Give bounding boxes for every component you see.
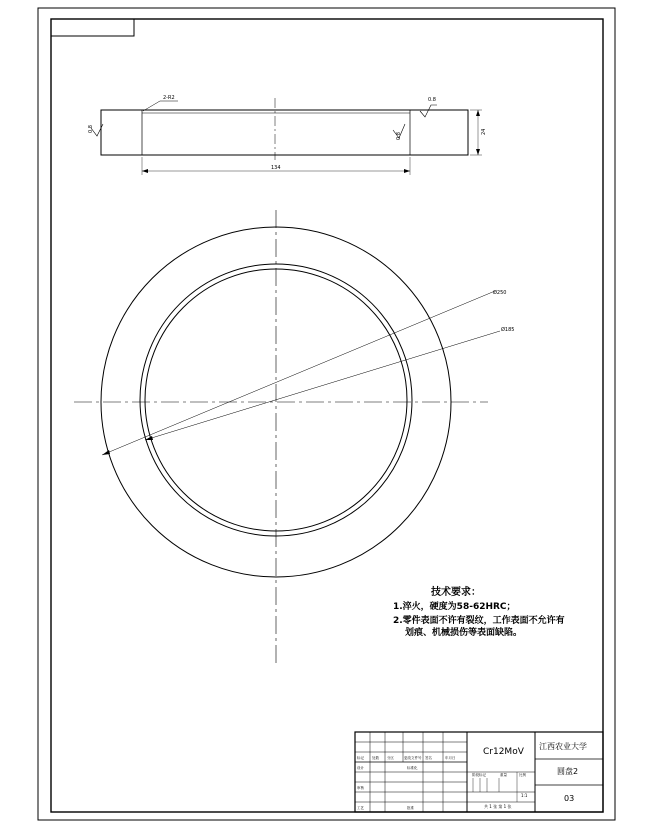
outer-dia-leader (102, 291, 495, 455)
process-label: 工艺 (357, 806, 364, 810)
thickness-label: 24 (481, 128, 487, 135)
drawing-name: 圆盘2 (557, 767, 579, 776)
roughness-left-label: 0.8 (88, 125, 94, 133)
drawing-number: 03 (564, 794, 575, 803)
row-label-count: 处数 (372, 756, 379, 760)
outer-diameter-label: Ø250 (493, 290, 507, 296)
tech-req-line-1: 1.淬火，硬度为58-62HRC； (393, 602, 516, 612)
approve-label: 批准 (407, 806, 414, 810)
ratio-label: 比例 (519, 773, 526, 777)
roughness-top-label: 0.8 (428, 97, 436, 103)
side-view (91, 98, 482, 175)
row-label-date: 年月日 (445, 756, 456, 760)
row-label-change-file: 更改文件号 (404, 756, 422, 760)
inner-dia-leader (145, 331, 500, 440)
scale-text: 1:1 (521, 793, 528, 798)
material-text: Cr12MoV (483, 747, 524, 757)
row-label-signature: 签名 (425, 756, 432, 760)
tech-req-title: 技术要求： (431, 587, 481, 598)
standardize-label: 标准化 (407, 766, 418, 770)
row-label-mark: 标记 (357, 756, 364, 760)
row-label-zone: 分区 (387, 756, 394, 760)
chamfer-label: 2-R2 (163, 95, 175, 101)
weight-label: 重量 (500, 773, 507, 777)
sheet-info: 共 1 张 第 1 张 (484, 804, 512, 809)
design-label: 设计 (357, 766, 364, 770)
tech-req-line-2: 2.零件表面不许有裂纹，工作表面不允许有 (393, 616, 565, 626)
corner-label-box (51, 19, 134, 36)
stage-mark-label: 阶段标记 (472, 773, 486, 777)
tech-req-line-3: 划痕、机械损伤等表面缺陷。 (405, 628, 523, 638)
review-label: 审核 (357, 786, 364, 790)
outer-frame (38, 8, 615, 820)
roughness-inner-label: 0.8 (396, 132, 402, 140)
inner-diameter-label: Ø185 (501, 327, 515, 333)
school-name: 江西农业大学 (539, 742, 587, 751)
inner-frame (51, 19, 603, 812)
length-label: 134 (271, 165, 281, 171)
